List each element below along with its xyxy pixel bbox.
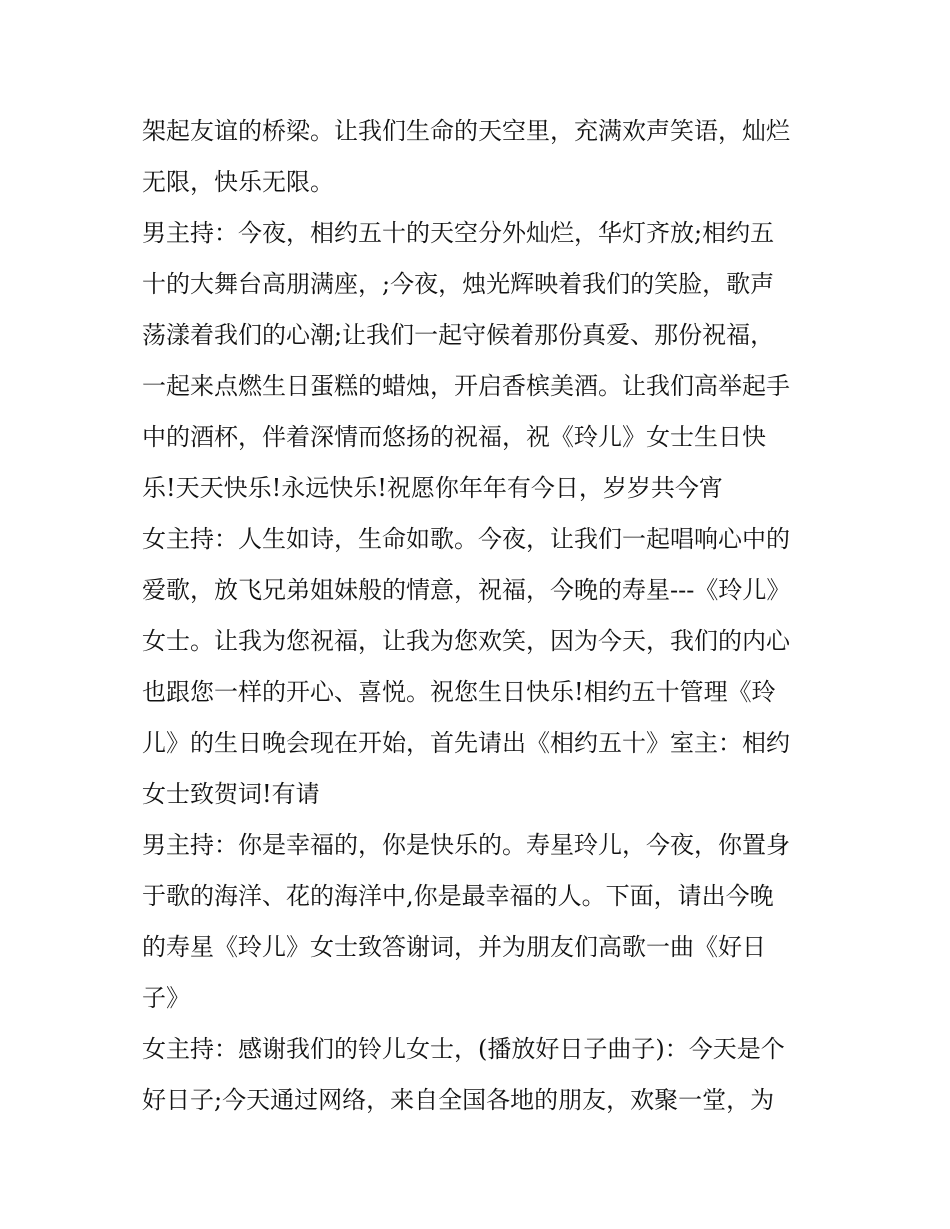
text-line: 男主持：今夜，相约五十的天空分外灿烂，华灯齐放;相约五: [142, 219, 775, 247]
text-line: 男主持：你是幸福的，你是快乐的。寿星玲儿，今夜，你置身: [142, 831, 790, 859]
text-line: 的寿星《玲儿》女士致答谢词，并为朋友们高歌一曲《好日: [142, 933, 766, 961]
document-body: [142, 106, 822, 1126]
text-line: 中的酒杯，伴着深情而悠扬的祝福，祝《玲儿》女士生日快: [142, 423, 766, 451]
text-line: 十的大舞台高朋满座，;今夜，烛光辉映着我们的笑脸，歌声: [142, 270, 775, 298]
text-line: 一起来点燃生日蛋糕的蜡烛，开启香槟美酒。让我们高举起手: [142, 372, 790, 400]
text-line: 架起友谊的桥梁。让我们生命的天空里，充满欢声笑语，灿烂: [142, 117, 790, 145]
text-line: 乐!天天快乐!永远快乐!祝愿你年年有今日，岁岁共今宵: [142, 474, 723, 502]
text-line: 爱歌，放飞兄弟姐妹般的情意，祝福，今晚的寿星---《玲儿》: [142, 576, 791, 604]
text-line: 子》: [142, 984, 190, 1012]
text-line: 女士。让我为您祝福，让我为您欢笑，因为今天，我们的内心: [142, 627, 790, 655]
text-line: 女主持：感谢我们的铃儿女士，(播放好日子曲子)：今天是个: [142, 1035, 785, 1063]
text-line: 也跟您一样的开心、喜悦。祝您生日快乐!相约五十管理《玲: [142, 678, 776, 706]
text-line: 女主持：人生如诗，生命如歌。今夜，让我们一起唱响心中的: [142, 525, 790, 553]
text-line: 无限，快乐无限。: [142, 168, 334, 196]
text-line: 儿》的生日晚会现在开始，首先请出《相约五十》室主：相约: [142, 729, 790, 757]
text-line: 于歌的海洋、花的海洋中,你是最幸福的人。下面，请出今晚: [142, 882, 774, 910]
text-line: 好日子;今天通过网络，来自全国各地的朋友，欢聚一堂，为: [142, 1086, 775, 1114]
text-line: 女士致贺词!有请: [142, 780, 320, 808]
text-line: 荡漾着我们的心潮;让我们一起守候着那份真爱、那份祝福，: [142, 321, 775, 349]
